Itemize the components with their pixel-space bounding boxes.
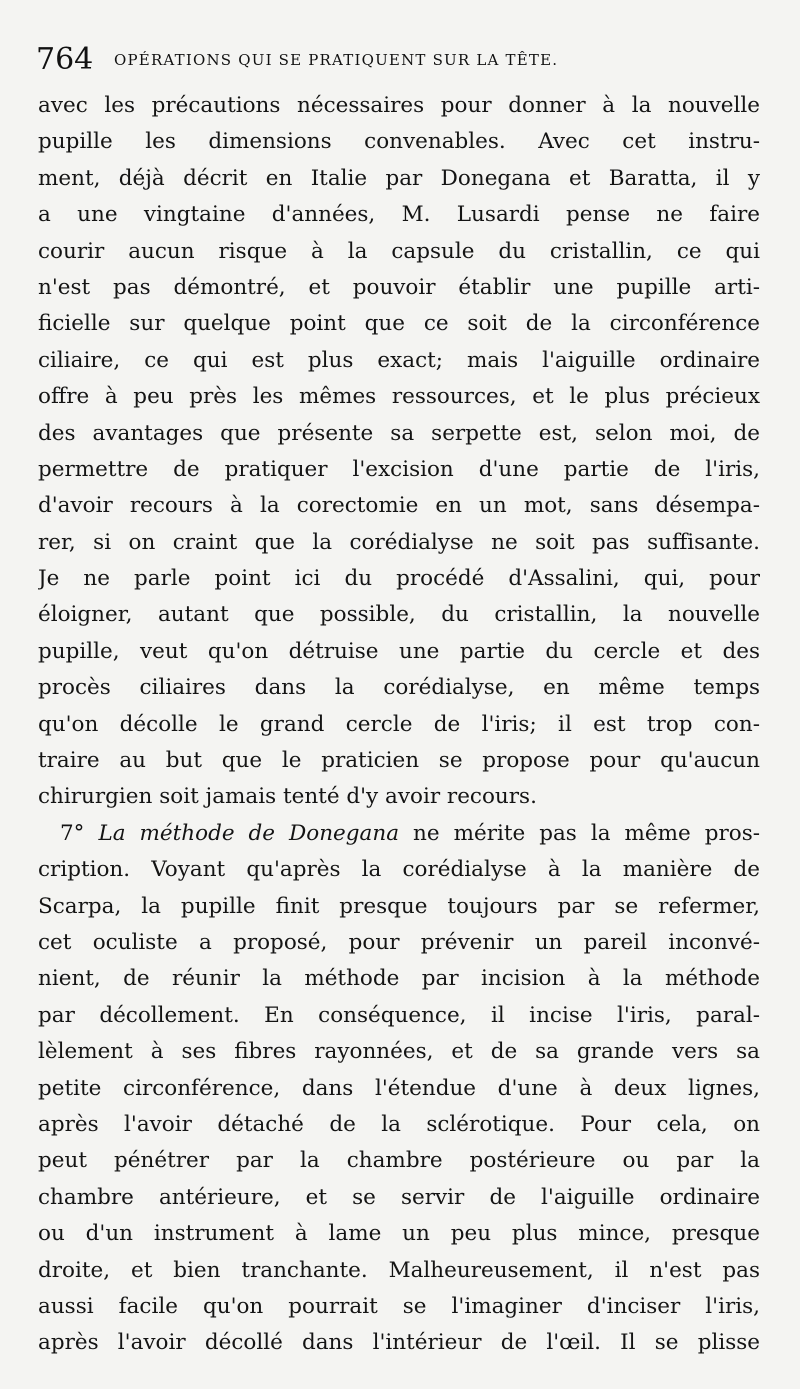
page-number: 764 — [36, 42, 94, 77]
text-line: pupille les dimensions convenables. Avec cet instru- — [38, 129, 760, 155]
text-line: des avantages que présente sa serpette est, selon moi, de — [38, 420, 760, 446]
text-line: Scarpa, la pupille finit presque toujours par se refermer, — [38, 893, 760, 919]
text-line: ment, déjà décrit en Italie par Donegana et Baratta, il y — [38, 165, 760, 191]
text-line: procès ciliaires dans la corédialyse, en même temps — [38, 675, 760, 701]
text-line: par décollement. En conséquence, il incise l'iris, paral- — [38, 1002, 760, 1028]
running-title: OPÉRATIONS QUI SE PRATIQUENT SUR LA TÊTE. — [114, 51, 559, 69]
text-line: pupille, veut qu'on détruise une partie du cercle et des — [38, 638, 760, 664]
text-line: traire au but que le praticien se propose pour qu'aucun — [38, 748, 760, 774]
text-line: cription. Voyant qu'après la corédialyse à la manière de — [38, 857, 760, 883]
text-line: après l'avoir décollé dans l'intérieur de l'œil. Il se plisse — [38, 1330, 760, 1356]
text-line: n'est pas démontré, et pouvoir établir une pupille arti- — [38, 274, 760, 300]
text-line: rer, si on craint que la corédialyse ne soit pas suffisante. — [38, 529, 760, 555]
text-line: peut pénétrer par la chambre postérieure ou par la — [38, 1148, 760, 1174]
text-line: chambre antérieure, et se servir de l'aiguille ordinaire — [38, 1184, 760, 1210]
italic-section-title: La méthode de Donegana — [98, 820, 400, 846]
paragraph-first-line — [38, 816, 760, 852]
text-line: courir aucun risque à la capsule du cristallin, ce qui — [38, 238, 760, 264]
text-line: d'avoir recours à la corectomie en un mot, sans désempa- — [38, 493, 760, 519]
page-header — [36, 40, 766, 80]
text-line: permettre de pratiquer l'excision d'une partie de l'iris, — [38, 456, 760, 482]
text-line: a une vingtaine d'années, M. Lusardi pense ne faire — [38, 202, 760, 228]
item-number: 7° — [60, 820, 85, 846]
text-line: qu'on décolle le grand cercle de l'iris; il est trop con- — [38, 711, 760, 737]
text-line: Je ne parle point ici du procédé d'Assalini, qui, pour — [38, 566, 760, 592]
text-line: petite circonférence, dans l'étendue d'une à deux lignes, — [38, 1075, 760, 1101]
text-line: ou d'un instrument à lame un peu plus mince, presque — [38, 1221, 760, 1247]
text-line: lèlement à ses fibres rayonnées, et de sa grande vers sa — [38, 1039, 760, 1065]
text-line: après l'avoir détaché de la sclérotique. Pour cela, on — [38, 1111, 760, 1137]
text-line: avec les précautions nécessaires pour donner à la nouvelle — [38, 93, 760, 118]
text-line: ciliaire, ce qui est plus exact; mais l'aiguille ordinaire — [38, 347, 760, 373]
text-line: nient, de réunir la méthode par incision à la méthode — [38, 966, 760, 992]
text-line: aussi facile qu'on pourrait se l'imaginer d'inciser l'iris, — [38, 1293, 760, 1319]
text-line: éloigner, autant que possible, du cristallin, la nouvelle — [38, 602, 760, 628]
text-line: chirurgien soit jamais tenté d'y avoir recours. — [38, 784, 537, 810]
body-text — [38, 88, 760, 1362]
text-line: offre à peu près les mêmes ressources, et le plus précieux — [38, 384, 760, 410]
text-line: ficielle sur quelque point que ce soit de la circonférence — [38, 311, 760, 337]
text-line: cet oculiste a proposé, pour prévenir un pareil inconvé- — [38, 929, 760, 955]
first-line-text: ne mérite pas la même pros- — [413, 820, 760, 846]
text-line: droite, et bien tranchante. Malheureusement, il n'est pas — [38, 1257, 760, 1283]
